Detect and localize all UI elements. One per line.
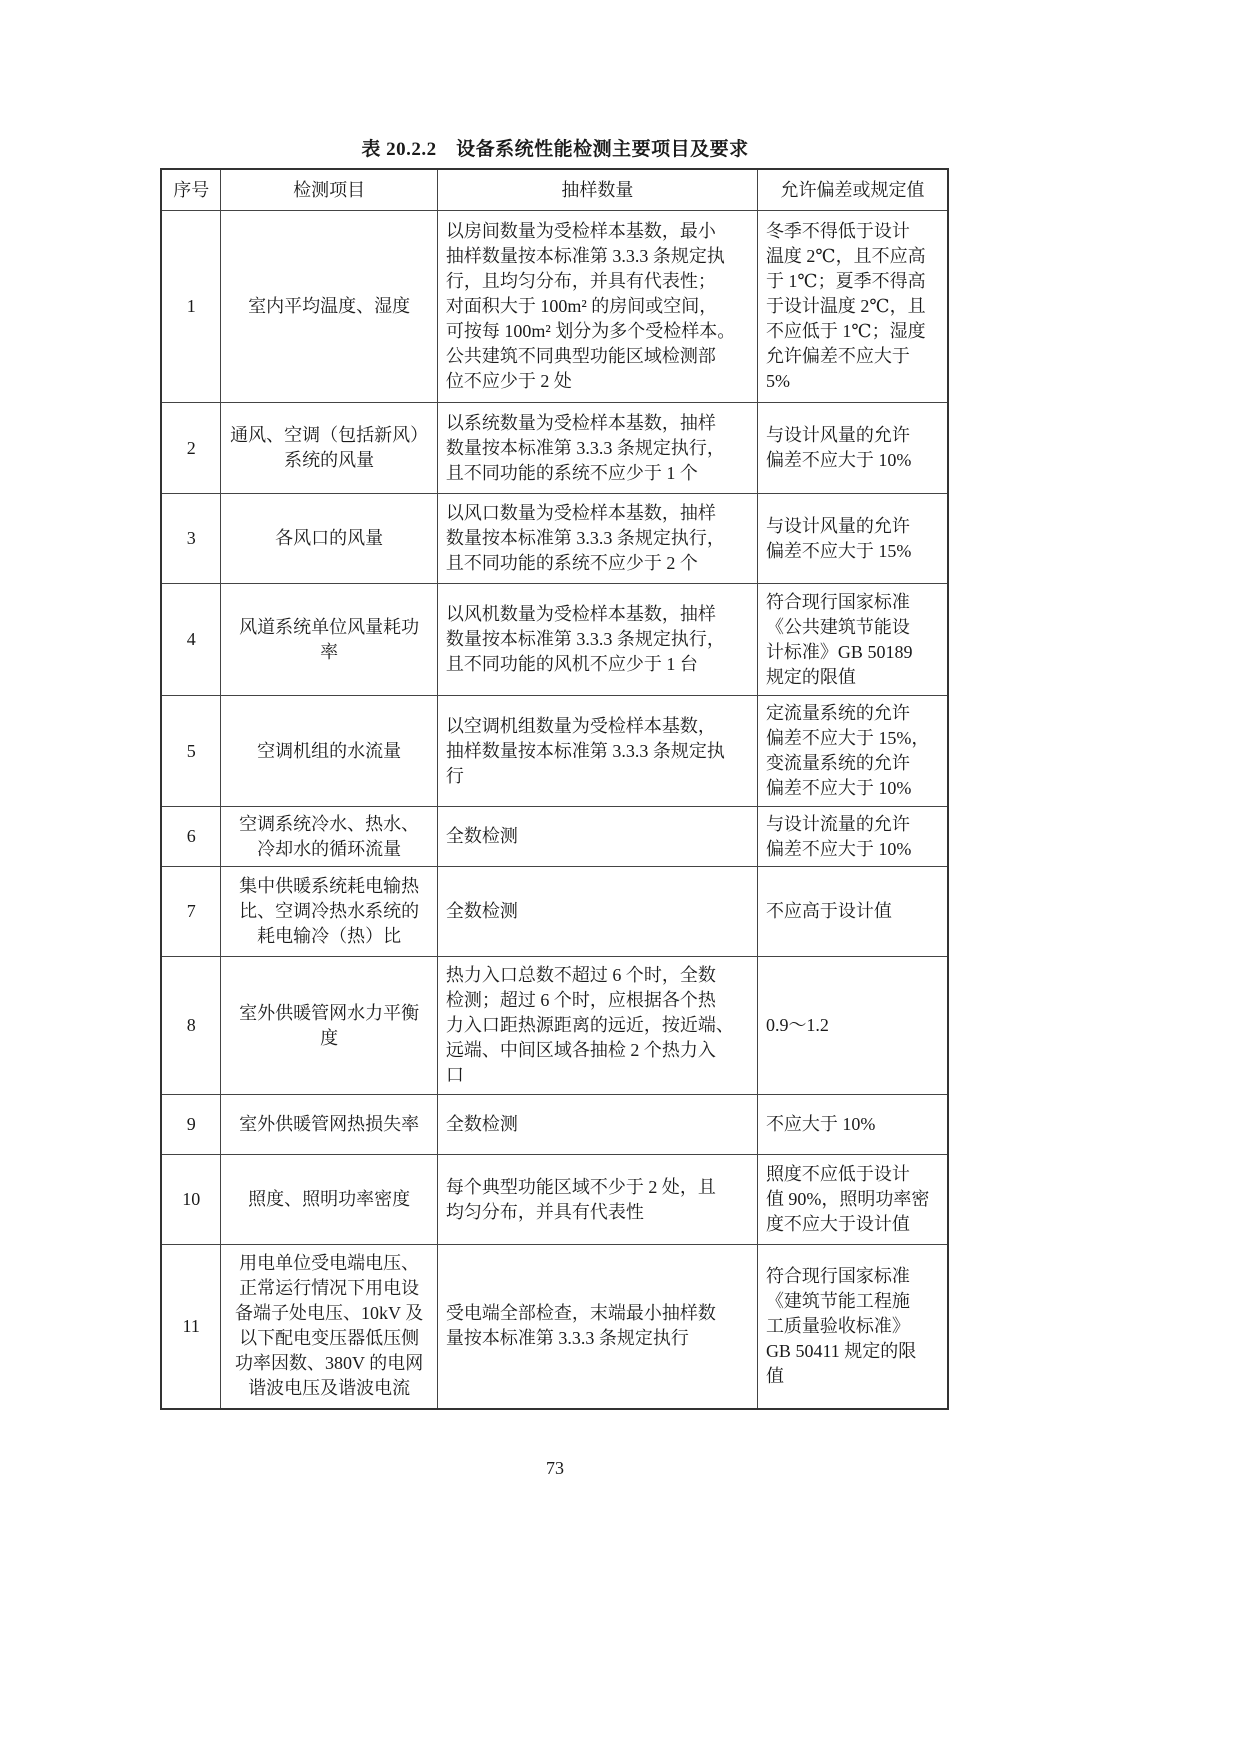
table-header-row <box>161 169 948 211</box>
test-item: 室外供暖管网热损失率 <box>221 1095 437 1155</box>
table-row <box>161 696 948 807</box>
table-title: 表 20.2.2 设备系统性能检测主要项目及要求 <box>361 139 749 160</box>
table-row <box>161 584 948 696</box>
row-number: 4 <box>161 584 221 696</box>
table-row <box>161 494 948 584</box>
test-item: 风道系统单位风量耗功 率 <box>221 584 437 696</box>
sampling-quantity: 以风口数量为受检样本基数，抽样 数量按本标准第 3.3.3 条规定执行， 且不同功能的系统不应少于 2 个 <box>437 494 757 584</box>
table-row <box>161 867 948 957</box>
allowed-deviation: 与设计风量的允许 偏差不应大于 10% <box>757 403 948 494</box>
header-item: 检测项目 <box>221 169 437 211</box>
sampling-quantity: 全数检测 <box>437 807 757 867</box>
sampling-quantity: 以风机数量为受检样本基数，抽样 数量按本标准第 3.3.3 条规定执行， 且不同功能的风机不应少于 1 台 <box>437 584 757 696</box>
allowed-deviation: 不应大于 10% <box>757 1095 948 1155</box>
row-number: 2 <box>161 403 221 494</box>
table-row <box>161 211 948 403</box>
sampling-quantity: 受电端全部检查，末端最小抽样数 量按本标准第 3.3.3 条规定执行 <box>437 1245 757 1409</box>
row-number: 11 <box>161 1245 221 1409</box>
test-item: 空调系统冷水、热水、 冷却水的循环流量 <box>221 807 437 867</box>
row-number: 5 <box>161 696 221 807</box>
row-number: 3 <box>161 494 221 584</box>
test-item: 通风、空调（包括新风） 系统的风量 <box>221 403 437 494</box>
table-row <box>161 807 948 867</box>
test-item: 室外供暖管网水力平衡 度 <box>221 957 437 1095</box>
row-number: 10 <box>161 1155 221 1245</box>
row-number: 8 <box>161 957 221 1095</box>
allowed-deviation: 不应高于设计值 <box>757 867 948 957</box>
row-number: 6 <box>161 807 221 867</box>
test-item: 用电单位受电端电压、 正常运行情况下用电设 备端子处电压、10kV 及 以下配电变压器低压侧 功率因数、380V 的电网 谐波电压及谐波电流 <box>221 1245 437 1409</box>
table-row <box>161 957 948 1095</box>
row-number: 7 <box>161 867 221 957</box>
sampling-quantity: 以系统数量为受检样本基数，抽样 数量按本标准第 3.3.3 条规定执行， 且不同功能的系统不应少于 1 个 <box>437 403 757 494</box>
allowed-deviation: 照度不应低于设计 值 90%，照明功率密 度不应大于设计值 <box>757 1155 948 1245</box>
test-item: 集中供暖系统耗电输热 比、空调冷热水系统的 耗电输冷（热）比 <box>221 867 437 957</box>
sampling-quantity: 以房间数量为受检样本基数，最小 抽样数量按本标准第 3.3.3 条规定执 行，且均匀分布，并具有代表性； 对面积大于 100m² 的房间或空间， 可按每 100m² 划分为多个受检样本。 公共建筑不同典型功能区域检测部 位不应少于 2 处 <box>437 211 757 403</box>
table-row <box>161 1155 948 1245</box>
table-row <box>161 403 948 494</box>
test-item: 各风口的风量 <box>221 494 437 584</box>
test-item: 照度、照明功率密度 <box>221 1155 437 1245</box>
header-requirement: 允许偏差或规定值 <box>757 169 948 211</box>
allowed-deviation: 符合现行国家标准 《公共建筑节能设 计标准》GB 50189 规定的限值 <box>757 584 948 696</box>
allowed-deviation: 0.9～1.2 <box>757 957 948 1095</box>
header-sampling: 抽样数量 <box>437 169 757 211</box>
test-item: 空调机组的水流量 <box>221 696 437 807</box>
table-row <box>161 1095 948 1155</box>
row-number: 1 <box>161 211 221 403</box>
allowed-deviation: 与设计风量的允许 偏差不应大于 15% <box>757 494 948 584</box>
test-item: 室内平均温度、湿度 <box>221 211 437 403</box>
sampling-quantity: 全数检测 <box>437 1095 757 1155</box>
allowed-deviation: 冬季不得低于设计 温度 2℃，且不应高 于 1℃；夏季不得高 于设计温度 2℃，且 不应低于 1℃；湿度 允许偏差不应大于 5% <box>757 211 948 403</box>
performance-test-table <box>160 168 949 1410</box>
sampling-quantity: 全数检测 <box>437 867 757 957</box>
allowed-deviation: 定流量系统的允许 偏差不应大于 15%， 变流量系统的允许 偏差不应大于 10% <box>757 696 948 807</box>
allowed-deviation: 符合现行国家标准 《建筑节能工程施 工质量验收标准》 GB 50411 规定的限 值 <box>757 1245 948 1409</box>
table-row <box>161 1245 948 1409</box>
page-number: 73 <box>546 1458 564 1478</box>
header-no: 序号 <box>161 169 221 211</box>
sampling-quantity: 每个典型功能区域不少于 2 处，且 均匀分布，并具有代表性 <box>437 1155 757 1245</box>
sampling-quantity: 热力入口总数不超过 6 个时，全数 检测；超过 6 个时，应根据各个热 力入口距热源距离的远近，按近端、 远端、中间区域各抽检 2 个热力入 口 <box>437 957 757 1095</box>
allowed-deviation: 与设计流量的允许 偏差不应大于 10% <box>757 807 948 867</box>
row-number: 9 <box>161 1095 221 1155</box>
sampling-quantity: 以空调机组数量为受检样本基数， 抽样数量按本标准第 3.3.3 条规定执 行 <box>437 696 757 807</box>
